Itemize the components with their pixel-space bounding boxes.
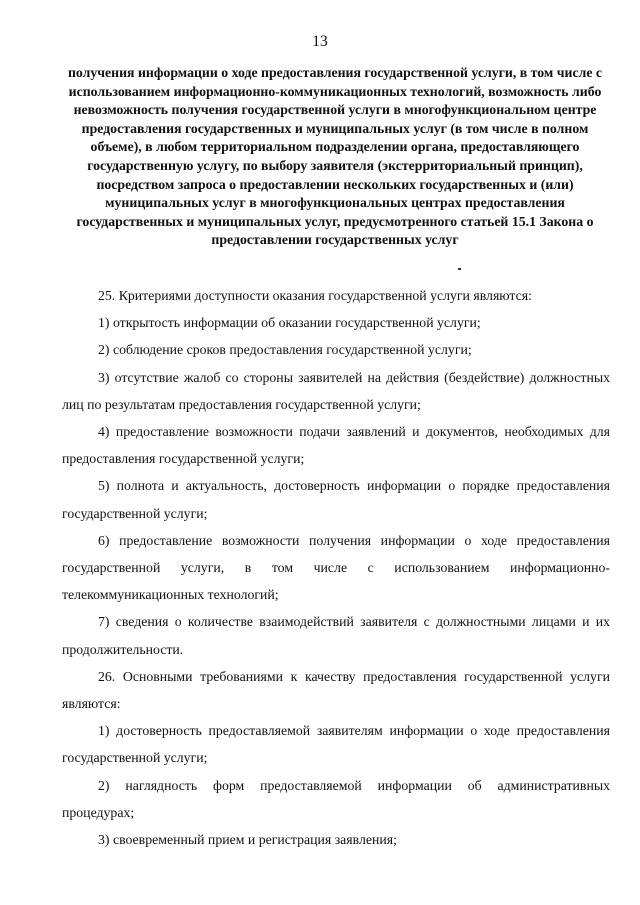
list-item-reliability: 1) достоверность предоставляемой заявителям информации о ходе предоставления государственной услуги; bbox=[62, 723, 610, 766]
scan-speck bbox=[458, 268, 461, 270]
list-item-progress-info: 6) предоставление возможности получения информации о ходе предоставления государственной услуги, в том числе с использованием информационно-телекоммуникационных технологий; bbox=[62, 532, 610, 603]
list-item-openness: 1) открытость информации об оказании государственной услуги; bbox=[98, 315, 481, 331]
paragraph-26-quality: 26. Основными требованиями к качеству предоставления государственной услуги являются: bbox=[62, 668, 610, 712]
list-item-clarity: 2) наглядность форм предоставляемой информации об административных процедурах; bbox=[62, 777, 610, 820]
document-body bbox=[62, 282, 610, 853]
list-item-interactions: 7) сведения о количестве взаимодействий заявителя с должностными лицами и их продолжительности. bbox=[62, 614, 610, 657]
list-item-deadlines: 2) соблюдение сроков предоставления государственной услуги; bbox=[98, 342, 472, 358]
section-heading: получения информации о ходе предоставления государственной услуги, в том числе с использованием информационно-коммуникационных технологий, возможность либо невозможность получения государственной услуги в многофункциональном центре предоставления государственных и муниципальных услуг (в том числе в полном объеме), в любом территориальном подразделении органа, предоставляющего государственную услугу, по выбору заявителя (экстерриториальный принцип), посредством запроса о предоставлении нескольких государственных и (или) муниципальных услуг в многофункциональных центрах предоставления государственных и муниципальных услуг, предусмотренного статьей 15.1 Закона о предоставлении государственных услуг bbox=[67, 65, 603, 248]
list-item-submission: 4) предоставление возможности подачи заявлений и документов, необходимых для предоставления государственной услуги; bbox=[62, 424, 610, 467]
list-item-completeness: 5) полнота и актуальность, достоверность информации о порядке предоставления государственной услуги; bbox=[62, 478, 610, 521]
list-item-no-complaints: 3) отсутствие жалоб со стороны заявителей на действия (бездействие) должностных лиц по результатам предоставления государственной услуги; bbox=[62, 369, 610, 412]
page-number: 13 bbox=[312, 33, 328, 50]
paragraph-25-criteria: 25. Критериями доступности оказания государственной услуги являются: bbox=[98, 288, 532, 303]
list-item-timely-reception: 3) своевременный прием и регистрация заявления; bbox=[98, 832, 397, 848]
